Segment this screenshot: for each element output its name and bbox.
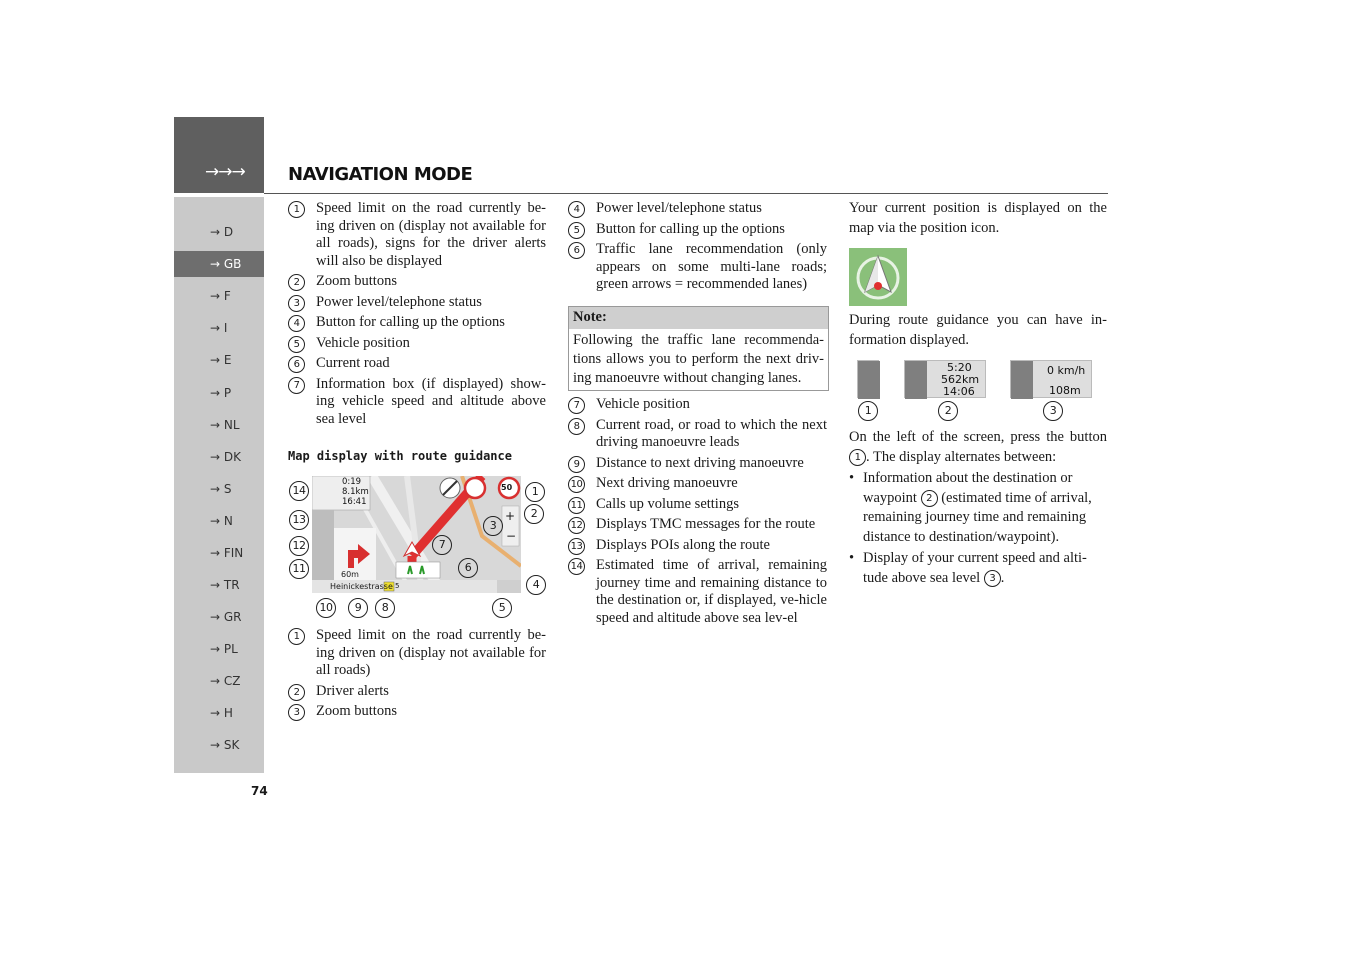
note-heading: Note: xyxy=(569,307,828,329)
sidebar-item-nl[interactable]: → NL xyxy=(210,418,240,432)
language-sidebar xyxy=(174,197,264,773)
list-item xyxy=(568,396,827,414)
map-callout-1: 1 xyxy=(525,482,545,502)
map-info-distance: 8.1km xyxy=(342,487,369,497)
list-item-text: Displays POIs along the route xyxy=(596,536,770,553)
list-item xyxy=(568,496,827,514)
callout-number: 4 xyxy=(288,315,305,332)
info-box-3 xyxy=(1010,360,1092,398)
sidebar-item-gr[interactable]: → GR xyxy=(210,610,242,624)
speed-altitude-icons xyxy=(1011,361,1033,399)
list-item xyxy=(288,273,546,291)
map-callout-3: 3 xyxy=(483,516,503,536)
zoom-in-icon[interactable]: + xyxy=(505,509,516,523)
list-item-text: Zoom buttons xyxy=(316,273,397,289)
list-item xyxy=(288,683,546,701)
position-paragraph: Your current position is displayed on the map via the position icon. xyxy=(849,200,1107,236)
instruction-paragraph xyxy=(849,428,1107,588)
bullet-text-tail: . xyxy=(1000,569,1005,586)
sidebar-item-n[interactable]: → N xyxy=(210,514,233,528)
list-item xyxy=(288,627,546,680)
sidebar-item-tr[interactable]: → TR xyxy=(210,578,240,592)
list-item xyxy=(288,376,546,429)
list-item xyxy=(568,516,827,534)
list-item-text: Power level/telephone status xyxy=(316,293,482,310)
column-1-list xyxy=(288,200,546,431)
callout-number: 3 xyxy=(288,295,305,312)
sidebar-item-h[interactable]: → H xyxy=(210,706,233,720)
sidebar-item-fin[interactable]: → FIN xyxy=(210,546,244,560)
note-box xyxy=(568,306,829,391)
map-callout-11: 11 xyxy=(289,559,309,579)
callout-number: 11 xyxy=(568,497,585,514)
map-info-time: 16:41 xyxy=(342,497,367,507)
bullet-item xyxy=(849,549,1107,588)
list-item-text: Current road, or road to which the next driving manoeuvre leads xyxy=(596,416,827,450)
callout-number: 13 xyxy=(568,538,585,555)
street-name: Heinickestrasse xyxy=(330,582,393,591)
callout-number: 7 xyxy=(568,397,585,414)
map-callout-10: 10 xyxy=(316,598,336,618)
callout-number: 3 xyxy=(984,570,1001,587)
sidebar-item-d[interactable]: → D xyxy=(210,225,234,239)
list-item xyxy=(568,200,827,218)
list-item-text: Vehicle position xyxy=(596,396,690,412)
maneuver-distance: 60m xyxy=(341,570,359,579)
callout-number: 7 xyxy=(288,377,305,394)
list-item-text: Displays TMC messages for the route xyxy=(596,516,816,532)
list-item-text: Current road xyxy=(316,355,390,371)
map-callout-12: 12 xyxy=(289,536,309,556)
list-item-text: Distance to next driving manoeuvre xyxy=(596,454,804,471)
callout-number: 9 xyxy=(568,456,585,473)
note-body: Following the traffic lane recommenda-tions allows you to perform the next driv-ing manoeuvre without changing lanes. xyxy=(573,332,824,386)
route-badge: 5 xyxy=(395,582,400,590)
callout-number: 2 xyxy=(288,684,305,701)
list-item xyxy=(568,537,827,555)
list-item xyxy=(568,417,827,452)
list-item xyxy=(288,355,546,373)
info-box-callout-2: 2 xyxy=(938,401,958,421)
list-item xyxy=(568,455,827,473)
callout-number: 5 xyxy=(288,336,305,353)
info-box-callout-3: 3 xyxy=(1043,401,1063,421)
list-item-text: Calls up volume settings xyxy=(596,495,739,512)
zoom-out-icon[interactable]: − xyxy=(506,529,517,543)
map-callout-7: 7 xyxy=(432,535,452,555)
info-time: 14:06 xyxy=(943,385,975,398)
list-item-text: Power level/telephone status xyxy=(596,200,762,216)
bullet-text-tail: (estimated time of arrival, remaining journey time and remaining distance to destination/waypoint). xyxy=(863,489,1092,545)
info-box-callout-1: 1 xyxy=(858,401,878,421)
list-item-text: Next driving manoeuvre xyxy=(596,475,738,491)
list-item xyxy=(288,294,546,312)
sidebar-item-f[interactable]: → F xyxy=(210,289,231,303)
info-icons xyxy=(858,361,880,399)
callout-number: 2 xyxy=(288,274,305,291)
list-item xyxy=(568,475,827,493)
instruction-text-tail: . The display alternates between: xyxy=(866,448,1057,465)
bullet-item xyxy=(849,469,1107,547)
list-item xyxy=(568,557,827,627)
map-callout-6: 6 xyxy=(458,558,478,578)
sidebar-item-p[interactable]: → P xyxy=(210,386,232,400)
destination-icons xyxy=(905,361,927,399)
callout-number: 4 xyxy=(568,201,585,218)
sidebar-item-i[interactable]: → I xyxy=(210,321,228,335)
callout-number: 8 xyxy=(568,418,585,435)
callout-number: 12 xyxy=(568,517,585,534)
route-guidance-paragraph: During route guidance you can have in-formation displayed. xyxy=(849,312,1107,348)
list-item xyxy=(568,221,827,239)
info-box-1 xyxy=(857,360,879,398)
list-item-text: Vehicle position xyxy=(316,334,410,351)
page-number: 74 xyxy=(251,784,268,798)
map-callout-9: 9 xyxy=(348,598,368,618)
list-item-text: Button for calling up the options xyxy=(316,314,505,330)
section-subheading: Map display with route guidance xyxy=(288,449,512,463)
map-callout-13: 13 xyxy=(289,510,309,530)
instruction-text: On the left of the screen, press the button xyxy=(849,429,1107,445)
map-callout-4: 4 xyxy=(526,575,546,595)
map-callout-8: 8 xyxy=(375,598,395,618)
callout-number: 14 xyxy=(568,558,585,575)
list-item xyxy=(288,314,546,332)
info-box-2 xyxy=(904,360,986,398)
sidebar-item-gb[interactable]: → GB xyxy=(174,251,264,277)
callout-number: 1 xyxy=(849,449,866,466)
list-item-text: Driver alerts xyxy=(316,682,389,699)
header-divider xyxy=(264,193,1108,194)
sidebar-item-pl[interactable]: → PL xyxy=(210,642,238,656)
bullet-text: Information about the destination or waypoint xyxy=(863,470,1073,506)
speed-limit-sign: 50 xyxy=(501,483,513,492)
list-item-text: Information box (if displayed) show-ing vehicle speed and altitude above sea level xyxy=(316,375,546,427)
sidebar-item-e[interactable]: → E xyxy=(210,353,232,367)
map-info-eta: 0:19 xyxy=(342,477,362,487)
callout-number: 1 xyxy=(288,201,305,218)
sidebar-item-cz[interactable]: → CZ xyxy=(210,674,241,688)
sidebar-item-dk[interactable]: → DK xyxy=(210,450,241,464)
column-2-list xyxy=(568,200,827,297)
list-item-text: Zoom buttons xyxy=(316,703,397,719)
list-item xyxy=(288,200,546,270)
map-callout-5: 5 xyxy=(492,598,512,618)
callout-number: 6 xyxy=(568,242,585,259)
list-item-text: Speed limit on the road currently be-ing driven on (display not available for all roads), signs for the driver alerts will also be displayed xyxy=(316,200,546,269)
page-title: NAVIGATION MODE xyxy=(288,164,473,185)
list-item-text: Button for calling up the options xyxy=(596,220,785,237)
column-1-list-2 xyxy=(288,627,546,724)
callout-number: 10 xyxy=(568,476,585,493)
bullet-text: Display of your current speed and alti-tude above sea level xyxy=(863,550,1087,586)
callout-number: 1 xyxy=(288,628,305,645)
list-item-text: Traffic lane recommendation (only appears on some multi-lane roads; green arrows = recommended lanes) xyxy=(596,241,827,292)
map-callout-14: 14 xyxy=(289,481,309,501)
list-item xyxy=(288,335,546,353)
header-arrows-icon: →→→ xyxy=(205,162,245,182)
callout-number: 3 xyxy=(288,704,305,721)
sidebar-item-s[interactable]: → S xyxy=(210,482,232,496)
callout-number: 6 xyxy=(288,356,305,373)
position-icon xyxy=(849,248,907,306)
list-item xyxy=(288,703,546,721)
list-item-text: Estimated time of arrival, remaining journey time and remaining distance to the destination or, if displayed, ve-hicle speed and altitude above sea lev-el xyxy=(596,557,827,626)
callout-number: 2 xyxy=(921,490,938,507)
map-callout-2: 2 xyxy=(524,504,544,524)
callout-number: 5 xyxy=(568,222,585,239)
list-item xyxy=(568,241,827,294)
info-distance: 562km xyxy=(941,373,980,386)
info-speed: 0 km/h xyxy=(1047,364,1086,377)
sidebar-item-sk[interactable]: → SK xyxy=(210,738,240,752)
info-altitude: 108m xyxy=(1049,384,1081,397)
list-item-text: Speed limit on the road currently be-ing driven on (display not available for all roads) xyxy=(316,627,546,678)
info-eta: 5:20 xyxy=(947,361,972,374)
column-2-list-2 xyxy=(568,396,827,630)
